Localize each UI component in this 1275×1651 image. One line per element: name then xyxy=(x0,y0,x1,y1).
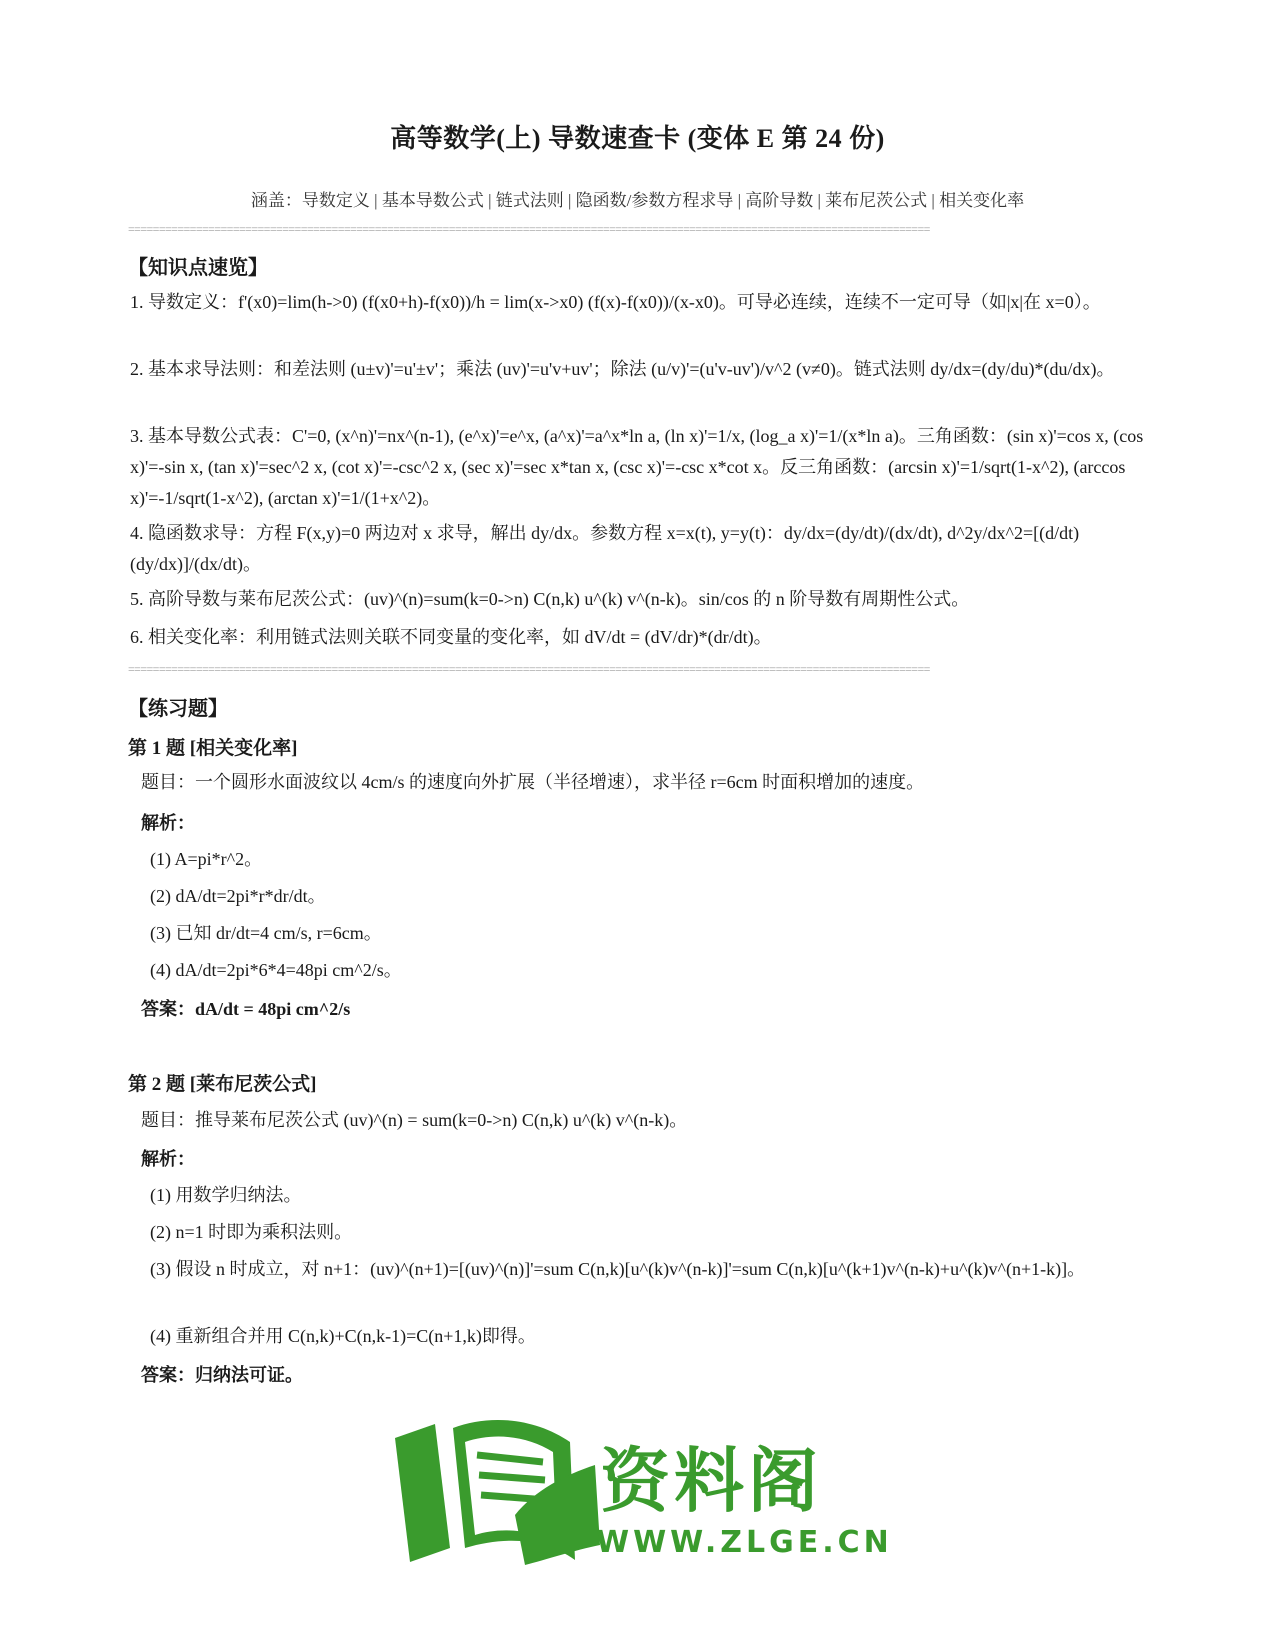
knowledge-item-2: 2. 基本求导法则：和差法则 (u±v)'=u'±v'；乘法 (uv)'=u'v+uv'；除法 (u/v)'=(u'v-uv')/v^2 (v≠0)。链式法则 dy/dx=(dy/du)*(du/dx)。 xyxy=(130,359,1115,379)
question-2-body: 题目：推导莱布尼茨公式 (uv)^(n) = sum(k=0->n) C(n,k) u^(k) v^(n-k)。 xyxy=(141,1110,688,1130)
page-title: 高等数学(上) 导数速查卡 (变体 E 第 24 份) xyxy=(390,124,885,153)
knowledge-heading: 【知识点速览】 xyxy=(128,257,268,279)
knowledge-item-1: 1. 导数定义：f'(x0)=lim(h->0) (f(x0+h)-f(x0))/h = lim(x->x0) (f(x)-f(x0))/(x-x0)。可导必连续，连续不一定可导（如|x|在 x=0）。 xyxy=(130,292,1101,312)
knowledge-item-4: 4. 隐函数求导：方程 F(x,y)=0 两边对 x 求导，解出 dy/dx。参数方程 x=x(t), y=y(t)：dy/dx=(dy/dt)/(dx/dt), d^2y/dx^2=[(d/dt)(dy/dx)]/(dx/dt)。 xyxy=(130,523,1080,574)
question-2-title: 第 2 题 [莱布尼茨公式] xyxy=(128,1074,317,1095)
question-2-answer: 答案：归纳法可证。 xyxy=(141,1365,303,1385)
practice-heading: 【练习题】 xyxy=(128,698,228,720)
question-1-step: (1) A=pi*r^2。 xyxy=(150,849,263,869)
knowledge-item-3: 3. 基本导数公式表：C'=0, (x^n)'=nx^(n-1), (e^x)'=e^x, (a^x)'=a^x*ln a, (ln x)'=1/x, (log_a x)'=1/(x*ln a)。三角函数：(sin x)'=cos x, (cos x)'=-sin x, (tan x)'=sec^2 x, (cot x)'=-csc^2 x, (sec x)'=sec x*tan x, (csc x)'=-csc x*cot x。反三角函数：(arcsin x)'=1/sqrt(1-x^2), (arccos x)'=-1/sqrt(1-x^2), (arctan x)'=1/(1+x^2)。 xyxy=(130,426,1144,508)
question-2-step: (4) 重新组合并用 C(n,k)+C(n,k-1)=C(n+1,k)即得。 xyxy=(150,1326,536,1346)
question-1-answer: 答案：dA/dt = 48pi cm^2/s xyxy=(141,999,351,1019)
question-1-title: 第 1 题 [相关变化率] xyxy=(128,738,298,759)
knowledge-item-6: 6. 相关变化率：利用链式法则关联不同变量的变化率，如 dV/dt = (dV/dr)*(dr/dt)。 xyxy=(130,627,772,647)
knowledge-item-5: 5. 高阶导数与莱布尼茨公式：(uv)^(n)=sum(k=0->n) C(n,k) u^(k) v^(n-k)。sin/cos 的 n 阶导数有周期性公式。 xyxy=(130,589,970,609)
watermark-url: WWW.ZLGE.CN xyxy=(596,1525,893,1560)
question-2-step: (2) n=1 时即为乘积法则。 xyxy=(150,1222,353,1242)
question-1-step: (2) dA/dt=2pi*r*dr/dt。 xyxy=(150,886,326,906)
watermark-brand: 资料阁 xyxy=(600,1440,822,1522)
question-2-analysis-label: 解析： xyxy=(141,1149,195,1169)
question-2-step: (1) 用数学归纳法。 xyxy=(150,1185,302,1205)
divider: ================================================================================================================================== xyxy=(128,222,930,236)
question-2-step: (3) 假设 n 时成立，对 n+1：(uv)^(n+1)=[(uv)^(n)]'=sum C(n,k)[u^(k)v^(n-k)]'=sum C(n,k)[u^(k+1)v^(n-k)+u^(k)v^(n+1-k)]。 xyxy=(150,1259,1086,1279)
question-1-analysis-label: 解析： xyxy=(141,813,195,833)
divider: ================================================================================================================================== xyxy=(128,662,930,676)
question-1-step: (3) 已知 dr/dt=4 cm/s, r=6cm。 xyxy=(150,923,382,943)
page-subtitle: 涵盖：导数定义 | 基本导数公式 | 链式法则 | 隐函数/参数方程求导 | 高阶导数 | 莱布尼茨公式 | 相关变化率 xyxy=(250,191,1025,210)
question-1-step: (4) dA/dt=2pi*6*4=48pi cm^2/s。 xyxy=(150,960,402,980)
question-1-body: 题目：一个圆形水面波纹以 4cm/s 的速度向外扩展（半径增速），求半径 r=6cm 时面积增加的速度。 xyxy=(141,772,925,792)
